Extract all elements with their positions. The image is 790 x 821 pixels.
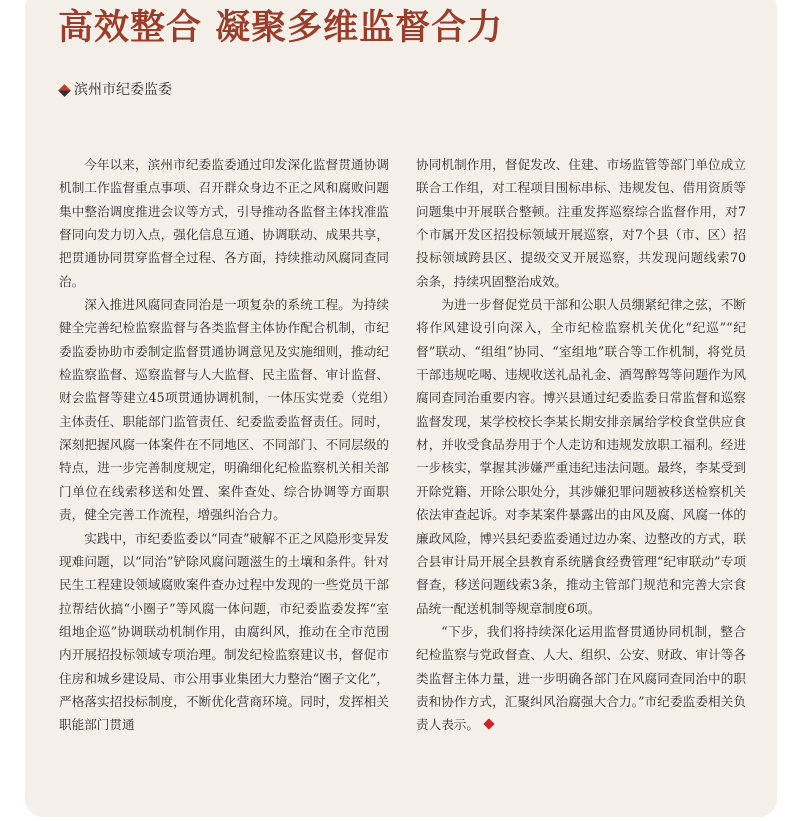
paragraph-1: 今年以来，滨州市纪委监委通过印发深化监督贯通协调机制工作监督重点事项、召开群众身边不正之风和腐败问题集中整治调度推进会议等方式，引导推动各监督主体找准监督同向发力切入点，强化信息互通、协调联动、成果共享，把贯通协同贯穿监督全过程、各方面，持续推动风腐同查同治。 — [59, 157, 389, 289]
text-column-right — [416, 153, 746, 737]
byline — [60, 80, 172, 100]
article-title: 高效整合 凝聚多维监督合力 — [58, 8, 504, 48]
paragraph-3: 实践中，市纪委监委以“同查”破解不正之风隐形变异发现难问题，以“同治”铲除风腐问题滋生的土壤和条件。针对民生工程建设领域腐败案件查办过程中发现的一些党员干部拉帮结伙搞“小圈子”等风腐一体问题，市纪委监委发挥“室组地企巡”协调联动机制作用，由腐纠风，推动在全市范围内开展招投标领域专项治理。制发纪检监察建议书，督促市住房和城乡建设局、市公用事业集团大力整治“圈子文化”，严格落实招投标制度，不断优化营商环境。同时，发挥相关职能部门贯通 — [59, 530, 389, 733]
text-column-left — [59, 153, 389, 737]
diamond-bullet-icon — [58, 84, 71, 97]
paragraph-4: 为进一步督促党员干部和公职人员绷紧纪律之弦，不断将作风建设引向深入，全市纪检监察机关优化“纪巡”“纪督”联动、“组组”协同、“室组地”联合等工作机制，将党员干部违规吃喝、违规收送礼品礼金、酒驾醉驾等问题作为风腐同查同治重要内容。博兴县通过纪委监委日常监督和巡察监督发现，某学校校长李某长期安排亲属给学校食堂供应食材，并收受食品券用于个人走访和违规发放职工福利。经进一步核实，掌握其涉嫌严重违纪违法问题。最终，李某受到开除党籍、开除公职处分，其涉嫌犯罪问题被移送检察机关依法审查起诉。对李某案件暴露出的由风及腐、风腐一体的廉政风险，博兴县纪委监委通过边办案、边整改的方式，联合县审计局开展全县教育系统膳食经费管理“纪审联动”专项督查，移送问题线索3条，推动主管部门规范和完善大宗食品统一配送机制等规章制度6项。 — [416, 297, 746, 616]
paragraph-2: 深入推进风腐同查同治是一项复杂的系统工程。为持续健全完善纪检监察监督与各类监督主体协作配合机制，市纪委监委协助市委制定监督贯通协调意见及实施细则，推动纪检监察监督、巡察监督与人大监督、民主监督、审计监督、财会监督等建立45项贯通协调机制，一体压实党委（党组）主体责任、职能部门监管责任、纪委监委监督责任。同时，深刻把握风腐一体案件在不同地区、不同部门、不同层级的特点，进一步完善制度规定，明确细化纪检监察机关相关部门单位在线索移送和处置、案件查处、综合协调等方面职责，健全完善工作流程，增强纠治合力。 — [59, 297, 389, 523]
paragraph-5-text: “下步，我们将持续深化运用监督贯通协同机制，整合纪检监察与党政督查、人大、组织、公安、财政、审计等各类监督主体力量，进一步明确各部门在风腐同查同治中的职责和协作方式，汇聚纠风治腐强大合力。”市纪委监委相关负责人表示。 — [416, 623, 746, 733]
paragraph-3-continued: 协同机制作用，督促发改、住建、市场监管等部门单位成立联合工作组，对工程项目围标串标、违规发包、借用资质等问题集中开展联合整顿。注重发挥巡察综合监督作用，对7个市属开发区招投标领域开展巡察，对7个县（市、区）招投标领域跨县区、提级交叉开展巡察，共发现问题线索70余条，持续巩固整治成效。 — [416, 157, 746, 289]
paragraph-5 — [416, 620, 746, 737]
red-diamond-end-icon — [483, 719, 494, 730]
byline-author: 滨州市纪委监委 — [74, 82, 172, 98]
